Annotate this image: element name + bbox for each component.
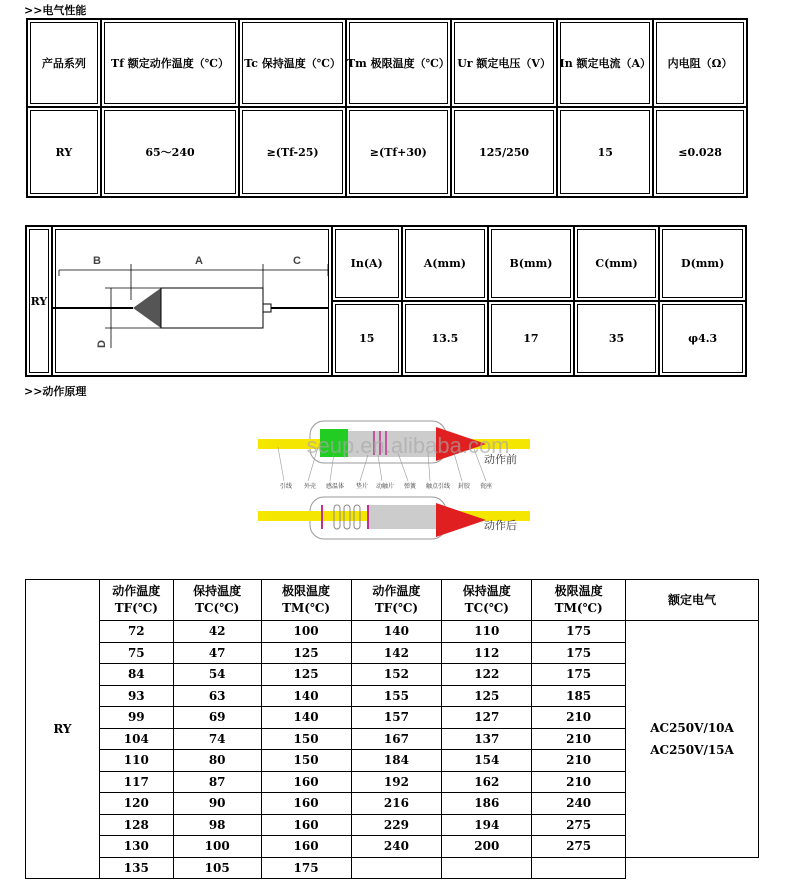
temp-cell: 122: [442, 664, 532, 686]
part-label: 垫片: [356, 483, 369, 490]
temp-cell: 125: [261, 642, 351, 664]
temp-cell: 110: [442, 621, 532, 643]
temp-header: 动作温度 TF(℃): [99, 580, 173, 621]
rating-10a: AC250V/10A: [650, 720, 734, 735]
label-before: 动作前: [484, 453, 517, 466]
temp-cell: 154: [442, 750, 532, 772]
temp-cell: 175: [532, 642, 626, 664]
temp-cell: 99: [99, 707, 173, 729]
case-after: [368, 505, 436, 529]
value-series: RY: [27, 107, 101, 197]
temp-cell: 100: [261, 621, 351, 643]
header-tf: Tf 额定动作温度（℃）: [101, 19, 240, 107]
value-resistance: ≤0.028: [653, 107, 747, 197]
temp-cell: 100: [173, 836, 261, 858]
temp-cell: 140: [261, 707, 351, 729]
temp-cell: 125: [442, 685, 532, 707]
temp-cell: 117: [99, 771, 173, 793]
temp-cell: 184: [351, 750, 442, 772]
temp-cell: 194: [442, 814, 532, 836]
temp-cell: 160: [261, 836, 351, 858]
rating-cell: [626, 621, 759, 858]
temp-cell: 229: [351, 814, 442, 836]
temp-cell: 87: [173, 771, 261, 793]
temp-cell: 155: [351, 685, 442, 707]
temp-cell: 72: [99, 621, 173, 643]
temp-cell: 192: [351, 771, 442, 793]
header-in: In 额定电流（A）: [557, 19, 653, 107]
dim-header-b: B(mm): [488, 226, 574, 301]
value-tc: ≥(Tf-25): [239, 107, 346, 197]
temp-cell: 135: [99, 857, 173, 879]
part-label: 感温体: [326, 483, 345, 490]
fuse-drawing: [53, 228, 329, 374]
temp-cell: 75: [99, 642, 173, 664]
temp-cell: 137: [442, 728, 532, 750]
dim-header-a: A(mm): [402, 226, 489, 301]
rating-15a: AC250V/15A: [650, 742, 734, 757]
dim-header-in: In(A): [332, 226, 402, 301]
label-d: D: [95, 340, 108, 348]
temp-cell: [532, 857, 626, 879]
temp-cell: 240: [532, 793, 626, 815]
temp-cell: 54: [173, 664, 261, 686]
temp-cell: 210: [532, 771, 626, 793]
part-label: 触点引线: [426, 483, 451, 490]
temp-cell: 157: [351, 707, 442, 729]
dimension-series: RY: [26, 226, 52, 376]
dim-value-in: 15: [332, 301, 402, 376]
temp-header: 极限温度 TM(℃): [532, 580, 626, 621]
part-label: 弹簧: [404, 483, 417, 490]
temp-cell: 84: [99, 664, 173, 686]
temp-header: 保持温度 TC(℃): [173, 580, 261, 621]
cap-after: [436, 503, 486, 537]
section-title-electrical: >>电气性能: [24, 4, 87, 17]
temp-cell: 140: [261, 685, 351, 707]
temp-cell: 167: [351, 728, 442, 750]
header-tm: Tm 极限温度（℃）: [346, 19, 451, 107]
value-ur: 125/250: [451, 107, 558, 197]
label-c: C: [292, 255, 301, 267]
temp-cell: 150: [261, 728, 351, 750]
temp-cell: 130: [99, 836, 173, 858]
temp-header: 动作温度 TF(℃): [351, 580, 442, 621]
temp-series: RY: [26, 580, 100, 879]
temp-cell: 69: [173, 707, 261, 729]
temp-cell: 160: [261, 793, 351, 815]
dim-value-d: φ4.3: [659, 301, 746, 376]
temp-cell: 175: [532, 664, 626, 686]
value-in: 15: [557, 107, 653, 197]
rating-header: 额定电气: [626, 580, 759, 621]
temp-cell: 240: [351, 836, 442, 858]
temp-cell: 275: [532, 814, 626, 836]
temp-cell: 125: [261, 664, 351, 686]
header-series: 产品系列: [27, 19, 101, 107]
temp-cell: 185: [532, 685, 626, 707]
temp-cell: 140: [351, 621, 442, 643]
temperature-table: [25, 579, 759, 879]
temp-cell: 98: [173, 814, 261, 836]
label-a: A: [194, 255, 203, 267]
header-ur: Ur 额定电压（V）: [451, 19, 558, 107]
electrical-spec-table: [26, 18, 748, 198]
temp-cell: 210: [532, 707, 626, 729]
temp-header: 极限温度 TM(℃): [261, 580, 351, 621]
temp-cell: 42: [173, 621, 261, 643]
dimension-table: [25, 225, 747, 377]
temp-cell: 47: [173, 642, 261, 664]
temp-cell: 127: [442, 707, 532, 729]
part-label: 封胶: [458, 483, 471, 490]
temp-cell: 63: [173, 685, 261, 707]
temp-cell: 110: [99, 750, 173, 772]
temp-cell: 120: [99, 793, 173, 815]
label-b: B: [92, 255, 101, 267]
dim-value-a: 13.5: [402, 301, 489, 376]
dim-header-d: D(mm): [659, 226, 746, 301]
fuse-dimension-diagram: [52, 226, 332, 376]
temp-cell: 175: [532, 621, 626, 643]
temp-cell: 210: [532, 750, 626, 772]
empty-cell: [626, 857, 759, 879]
table-row: [26, 857, 759, 879]
temp-cell: 162: [442, 771, 532, 793]
temp-cell: 210: [532, 728, 626, 750]
part-label: 外壳: [304, 483, 317, 490]
part-label: 引线: [280, 483, 293, 490]
temp-cell: 175: [261, 857, 351, 879]
header-tc: Tc 保持温度（℃）: [239, 19, 346, 107]
temp-cell: 112: [442, 642, 532, 664]
header-resistance: 内电阻（Ω）: [653, 19, 747, 107]
temp-cell: 93: [99, 685, 173, 707]
temp-cell: 105: [173, 857, 261, 879]
temp-cell: 74: [173, 728, 261, 750]
value-tm: ≥(Tf+30): [346, 107, 451, 197]
dim-header-c: C(mm): [574, 226, 660, 301]
temp-cell: 80: [173, 750, 261, 772]
temp-cell: 104: [99, 728, 173, 750]
part-label: 动触片: [376, 483, 395, 490]
temp-cell: 152: [351, 664, 442, 686]
watermark: seup.en.alibaba.com: [306, 433, 510, 458]
temp-cell: 142: [351, 642, 442, 664]
section-title-principle: >>动作原理: [24, 385, 87, 398]
temp-cell: [442, 857, 532, 879]
temp-cell: 275: [532, 836, 626, 858]
operating-principle-diagram: [258, 417, 530, 543]
temp-cell: 160: [261, 771, 351, 793]
temp-cell: 216: [351, 793, 442, 815]
temp-header: 保持温度 TC(℃): [442, 580, 532, 621]
temp-cell: [351, 857, 442, 879]
temp-cell: 150: [261, 750, 351, 772]
temp-cell: 90: [173, 793, 261, 815]
temp-cell: 128: [99, 814, 173, 836]
part-label: 瓷座: [480, 483, 493, 490]
temp-cell: 186: [442, 793, 532, 815]
table-row: [26, 621, 759, 643]
value-tf: 65～240: [101, 107, 240, 197]
temp-cell: 160: [261, 814, 351, 836]
dim-value-c: 35: [574, 301, 660, 376]
temp-cell: 200: [442, 836, 532, 858]
dim-value-b: 17: [488, 301, 574, 376]
label-after: 动作后: [484, 519, 517, 532]
